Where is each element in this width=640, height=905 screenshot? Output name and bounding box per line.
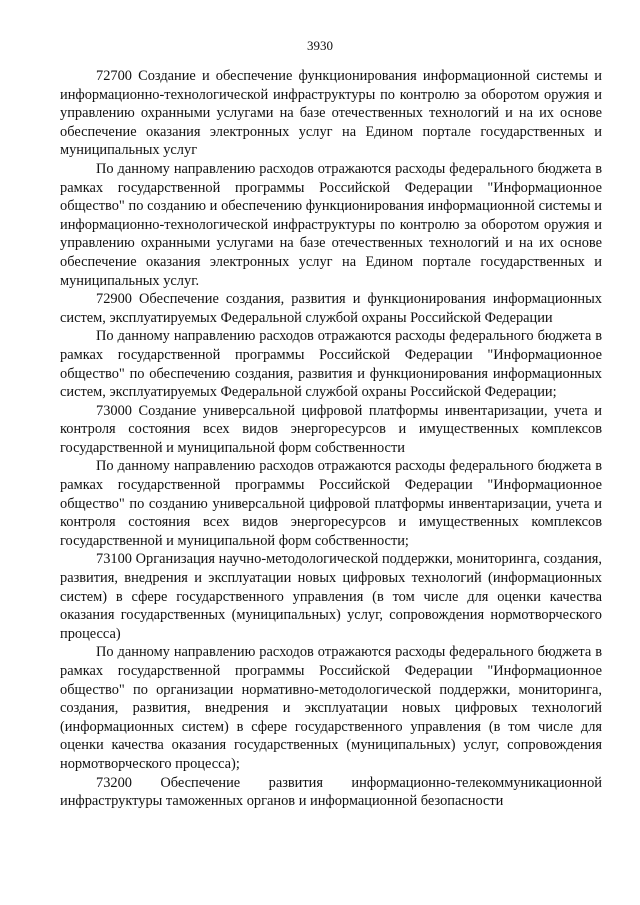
paragraph-73100-heading: 73100 Организация научно-методологической поддержки, мониторинга, создания, развития, внедрения и эксплуатации новых цифровых технологий (информационных систем) в сфере государственного управления (в том числе для оценки качества оказания государственных (муниципальных) услуг, сопровождения нормотворческого процесса) <box>60 551 602 642</box>
document-body <box>60 67 602 811</box>
paragraph-73000-heading: 73000 Создание универсальной цифровой платформы инвентаризации, учета и контроля состояния всех видов энергоресурсов и имущественных комплексов государственной и муниципальной форм собственности <box>60 402 602 456</box>
paragraph-72900-description: По данному направлению расходов отражаются расходы федерального бюджета в рамках государственной программы Российской Федерации "Информационное общество" по обеспечению создания, развития и функционирования информационных систем, эксплуатируемых Федеральной службой охраны Российской Федерации; <box>60 328 602 401</box>
paragraph-73200-heading: 73200 Обеспечение развития информационно-телекоммуникационной инфраструктуры таможенных органов и информационной безопасности <box>60 774 602 810</box>
paragraph-73100-description: По данному направлению расходов отражаются расходы федерального бюджета в рамках государственной программы Российской Федерации "Информационное общество" по организации нормативно-методологической поддержки, мониторинга, создания, развития, внедрения и эксплуатации новых цифровых технологий (информационных систем) в сфере государственного управления (в том числе для оценки качества оказания государственных (муниципальных) услуг, сопровождения нормотворческого процесса); <box>60 644 602 772</box>
paragraph-72900-heading: 72900 Обеспечение создания, развития и функционирования информационных систем, эксплуатируемых Федеральной службой охраны Российской Федерации <box>60 291 602 326</box>
paragraph-72700-heading: 72700 Создание и обеспечение функционирования информационной системы и информационно-технологической инфраструктуры по контролю за оборотом оружия и управлению охранными услугами на базе отечественных технологий и на их основе обеспечение оказания электронных услуг на Едином портале государственных и муниципальных услуг <box>60 68 602 159</box>
paragraph-72700-description: По данному направлению расходов отражаются расходы федерального бюджета в рамках государственной программы Российской Федерации "Информационное общество" по созданию и обеспечению функционирования информационной системы и информационно-технологической инфраструктуры по контролю за оборотом оружия и управлению охранными услугами на базе отечественных технологий и на их основе обеспечение оказания электронных услуг на Едином портале государственных и муниципальных услуг. <box>60 160 602 289</box>
page-number: 3930 <box>307 38 333 53</box>
paragraph-73000-description: По данному направлению расходов отражаются расходы федерального бюджета в рамках государственной программы Российской Федерации "Информационное общество" по созданию универсальной цифровой платформы инвентаризации, учета и контроля состояния всех видов энергоресурсов и имущественных комплексов государственной и муниципальной форм собственности; <box>60 458 602 549</box>
